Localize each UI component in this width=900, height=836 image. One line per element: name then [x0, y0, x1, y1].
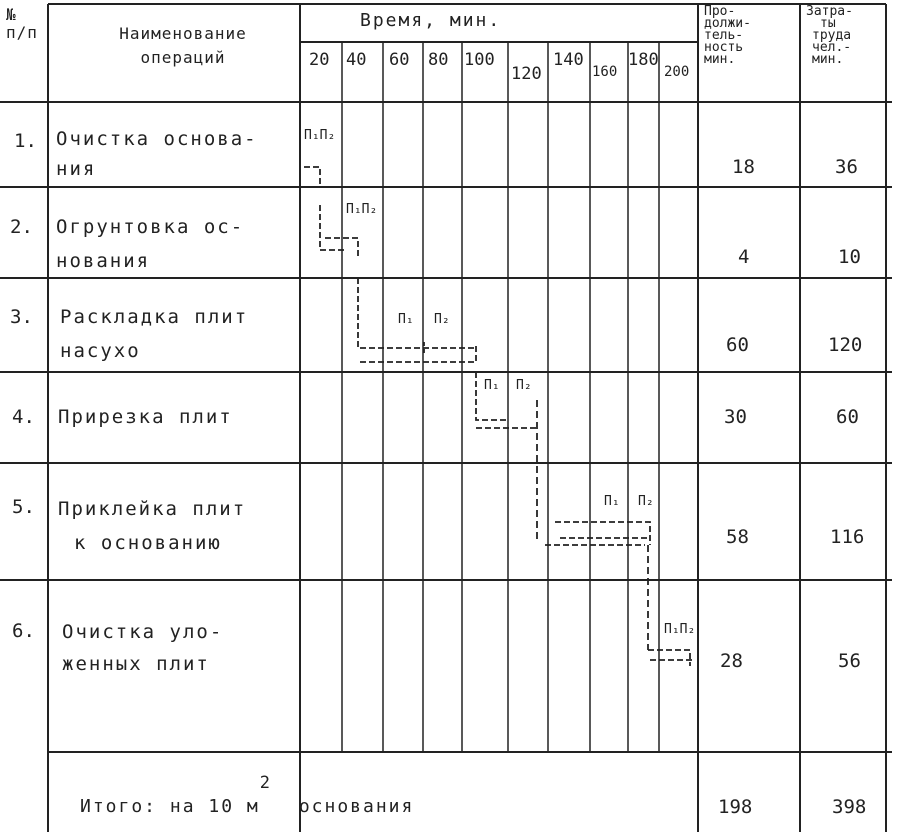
operation-name-line: ния	[56, 158, 97, 180]
labor-value: 60	[836, 406, 859, 428]
total-label-text: Итого: на 10 м	[80, 796, 260, 817]
schedule-bars	[304, 167, 692, 666]
operation-name	[56, 210, 244, 278]
crew-label: П₂	[638, 494, 654, 509]
crew-label: П₂	[516, 378, 532, 393]
time-tick: 20	[309, 50, 330, 70]
num-col-header-line: п/п	[6, 23, 38, 42]
operation-name	[56, 124, 258, 184]
operation-name-line: Огрунтовка ос-	[56, 216, 245, 238]
row-number: 5.	[12, 496, 35, 518]
crew-label: П₁П₂	[664, 622, 696, 637]
duration-col-header-line: мин.	[704, 52, 736, 67]
operation-name	[58, 406, 233, 428]
duration-value: 18	[732, 156, 755, 178]
operation-name	[62, 616, 223, 680]
operation-name	[60, 300, 248, 368]
duration-col-header	[704, 6, 751, 66]
total-label-superscript: 2	[259, 773, 272, 793]
name-col-header-line: Наименование	[119, 24, 247, 43]
duration-col-header-line: должи-	[704, 16, 751, 31]
operation-name	[58, 492, 246, 560]
operation-name-line: Очистка уло-	[62, 621, 224, 643]
num-col-header	[6, 6, 38, 42]
labor-col-header	[806, 6, 853, 66]
labor-value: 10	[838, 246, 861, 268]
labor-col-header-line: чел.-	[812, 40, 852, 55]
crew-label: П₁	[398, 312, 414, 327]
operation-name-line: насухо	[60, 340, 141, 362]
row-number: 1.	[14, 130, 37, 152]
row-number: 6.	[12, 620, 35, 642]
total-duration: 198	[718, 796, 753, 818]
bar-op6-a	[648, 650, 690, 666]
row-number: 2.	[10, 216, 33, 238]
labor-value: 56	[838, 650, 861, 672]
duration-col-header-line: Про-	[704, 4, 736, 19]
crew-label: П₂	[434, 312, 450, 327]
row-number: 3.	[10, 306, 33, 328]
labor-value: 120	[828, 334, 863, 356]
total-label-end: основания	[298, 796, 415, 817]
duration-value: 28	[720, 650, 743, 672]
crew-label: П₁П₂	[304, 128, 336, 143]
name-col-header	[78, 22, 288, 70]
time-tick: 100	[464, 50, 495, 70]
crew-label: П₁	[604, 494, 620, 509]
operation-name-line: Раскладка плит	[60, 306, 249, 328]
operation-name-line: Приклейка плит	[58, 498, 247, 520]
name-col-header-line: операций	[140, 48, 226, 67]
duration-col-header-line: ность	[704, 40, 744, 55]
total-label	[80, 773, 415, 817]
labor-value: 116	[830, 526, 865, 548]
duration-value: 58	[726, 526, 749, 548]
num-col-header-line: №	[6, 5, 17, 24]
duration-value: 30	[724, 406, 747, 428]
operation-name-line: Прирезка плит	[58, 406, 233, 428]
time-tick: 120	[511, 64, 542, 84]
labor-col-header-line: мин.	[812, 52, 844, 67]
operation-name-line: Очистка основа-	[56, 128, 258, 150]
duration-col-header-line: тель-	[704, 28, 744, 43]
row-number: 4.	[12, 406, 35, 428]
duration-value: 4	[738, 246, 750, 268]
bar-op1	[304, 167, 320, 188]
labor-col-header-line: Затра-	[806, 4, 853, 19]
labor-value: 36	[835, 156, 858, 178]
bar-op5-a	[555, 522, 650, 545]
time-col-header: Время, мин.	[360, 10, 502, 31]
bar-op3-a	[358, 278, 476, 348]
time-tick: 60	[389, 50, 410, 70]
crew-label: П₁П₂	[346, 202, 378, 217]
time-tick: 180	[628, 50, 659, 70]
time-tick: 80	[428, 50, 449, 70]
operation-name-line: женных плит	[62, 653, 210, 675]
operation-name-line: нования	[56, 250, 151, 272]
operation-name-line: к основанию	[74, 532, 222, 554]
time-tick: 40	[346, 50, 367, 70]
total-labor: 398	[832, 796, 867, 818]
duration-value: 60	[726, 334, 749, 356]
labor-col-header-line: труда	[812, 28, 852, 43]
time-tick: 160	[592, 64, 618, 80]
crew-label: П₁	[484, 378, 500, 393]
time-tick: 140	[553, 50, 584, 70]
labor-col-header-line: ты	[820, 16, 836, 31]
time-tick: 200	[664, 64, 690, 80]
